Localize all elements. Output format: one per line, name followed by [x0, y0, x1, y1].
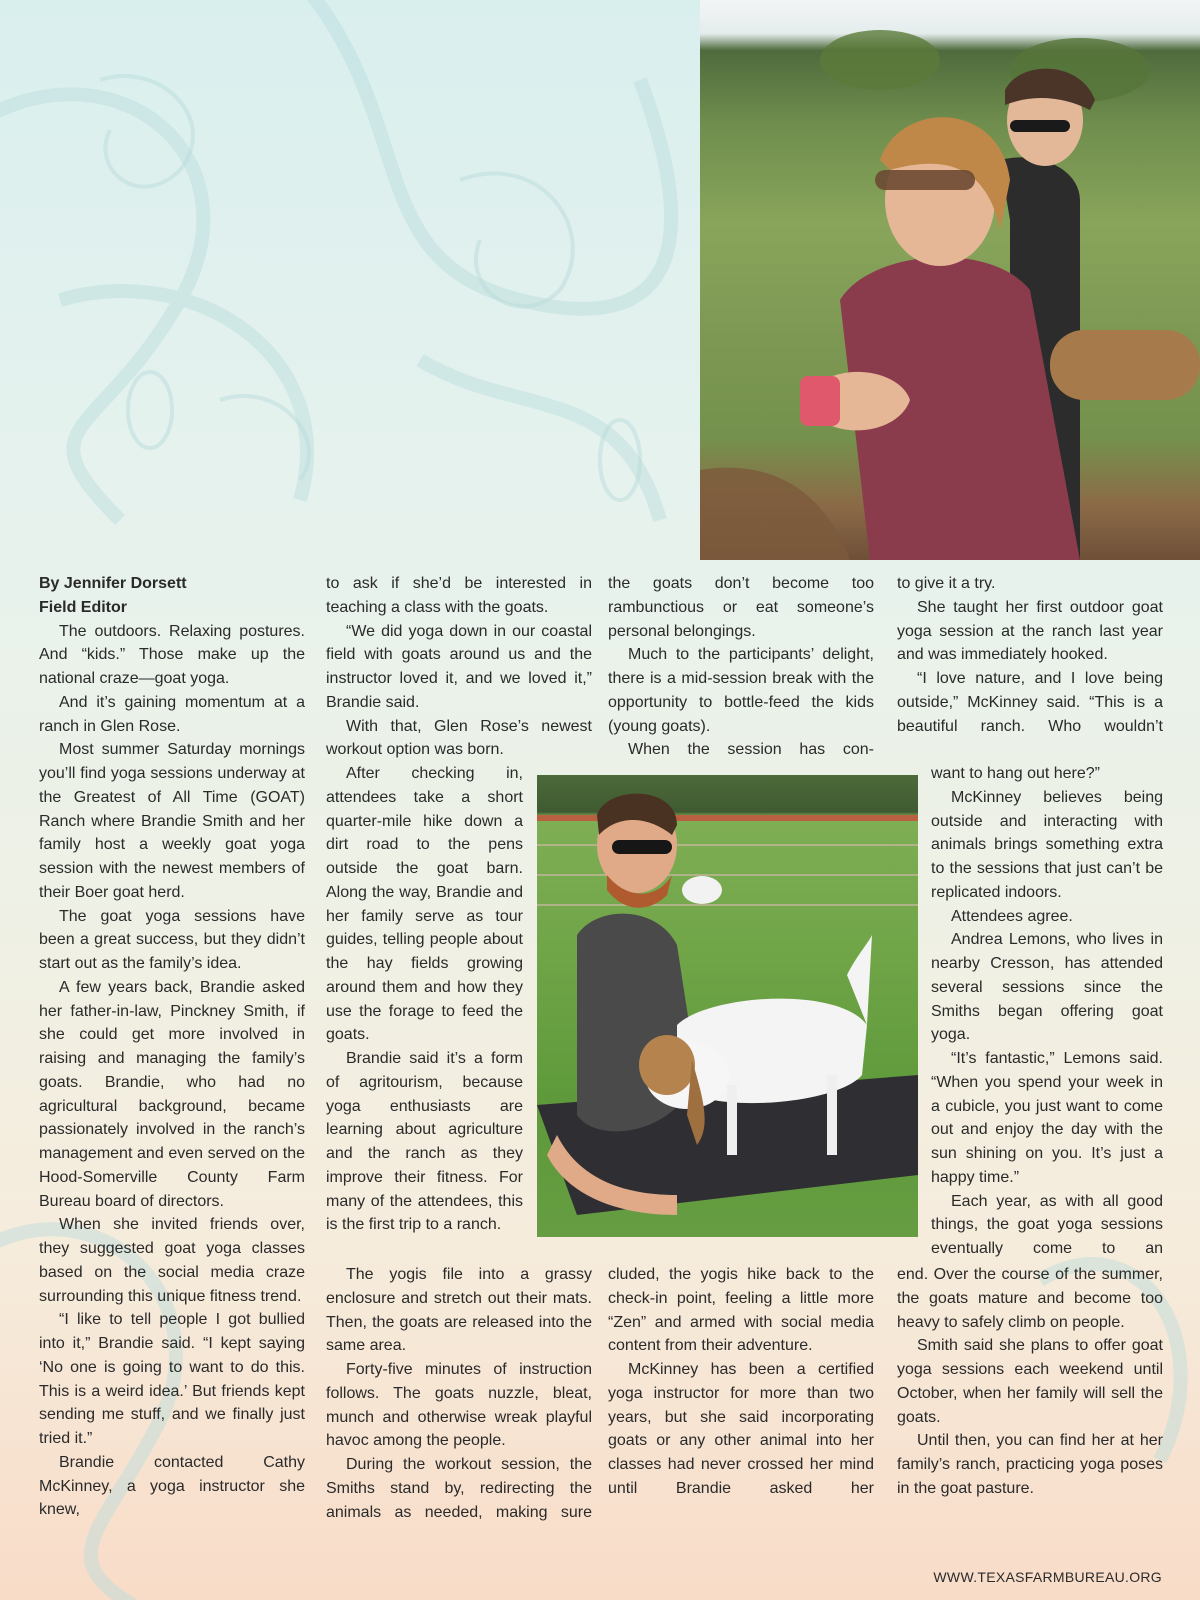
- paragraph: “I love nature, and I love being outside,” McKinney said. “This is a beautiful ranch. Who wouldn’t: [897, 670, 1163, 735]
- photo-yoga-instructor: [700, 0, 1200, 560]
- paragraph: Until then, you can find her at her family’s ranch, practicing yoga poses in the goat pasture.: [897, 1432, 1163, 1497]
- paragraph: A few years back, Brandie asked her father-in-law, Pinckney Smith, if she could get more involved in raising and managing the family’s goats. Brandie, who had no agricultural background, became passionately involved in the ranch’s management and even served on the Hood-Somerville County Farm Bureau board of directors.: [39, 978, 305, 1210]
- article-column-1: [39, 572, 305, 1522]
- paragraph: “We did yoga down in our coastal field with goats around us and the instructor loved it, and we loved it,” Brandie said.: [326, 622, 592, 711]
- article-column-2: [326, 572, 592, 1237]
- paragraph: When she invited friends over, they suggested goat yoga classes based on the social media craze surrounding this unique fitness trend.: [39, 1216, 305, 1305]
- paragraph: to give it a try.: [897, 575, 996, 592]
- article-column-4: [897, 572, 1163, 738]
- paragraph: “It’s fantastic,” Lemons said. “When you spend your week in a cubicle, you just want to come out and enjoy the day with the sun shining on you. It’s just a happy time.”: [931, 1050, 1163, 1186]
- paragraph: Andrea Lemons, who lives in nearby Cresson, has attended several sessions since the Smiths began offering goat yoga.: [931, 931, 1163, 1044]
- article-column-3: [608, 572, 874, 762]
- paragraph: to ask if she’d be interested in teaching a class with the goats.: [326, 575, 592, 616]
- article-column-3-continued: [608, 1263, 874, 1501]
- paragraph: Attendees agree.: [951, 907, 1073, 925]
- instructor-illustration: [700, 0, 1200, 560]
- paragraph: After checking in, attendees take a short quarter-mile hike down a dirt road to the pens outside the goat barn. Along the way, Brandie and her family serve as tour guides, telling people about the hay fields growing around them and how they use the forage to feed the goats.: [326, 765, 523, 1044]
- byline-author: By Jennifer Dorsett: [39, 575, 187, 592]
- text-wrap-around-photo: [326, 762, 592, 1237]
- paragraph: Smith said she plans to offer goat yoga sessions each weekend until October, when her family will sell the goats.: [897, 1337, 1163, 1426]
- paragraph: Much to the participants’ delight, there is a mid-session break with the opportunity to bottle-feed the kids (young goats).: [608, 646, 874, 735]
- paragraph: cluded, the yogis hike back to the check-in point, feeling a little more “Zen” and armed with social media content from their adventure.: [608, 1266, 874, 1355]
- article-column-4-wrap: [897, 762, 1163, 1261]
- paragraph: And it’s gaining momentum at a ranch in Glen Rose.: [39, 693, 305, 735]
- goat-yoga-illustration: [537, 775, 918, 1237]
- paragraph: want to hang out here?”: [931, 765, 1101, 782]
- paragraph: Forty-five minutes of instruction follows. The goats nuzzle, bleat, munch and otherwise wreak playful havoc among the people.: [326, 1361, 592, 1450]
- paragraph: During the workout session, the Smiths stand by, redirecting the animals as needed, making sure: [326, 1456, 592, 1521]
- article-column-2-continued: [326, 1263, 592, 1524]
- paragraph: the goats don’t become too rambunctious or eat someone’s personal belongings.: [608, 575, 874, 640]
- article-column-4-continued: [897, 1263, 1163, 1501]
- paragraph: The goat yoga sessions have been a great success, but they didn’t start out as the family’s idea.: [39, 907, 305, 972]
- paragraph: Most summer Saturday mornings you’ll find yoga sessions underway at the Greatest of All Time (GOAT) Ranch where Brandie Smith and her family host a weekly goat yoga session with the newest members of their Boer goat herd.: [39, 741, 305, 901]
- paragraph: McKinney has been a certified yoga instructor for more than two years, but she said incorporating goats or any other animal into her classes had never crossed her mind until Brandie asked her: [608, 1361, 874, 1497]
- paragraph: “I like to tell people I got bullied into it,” Brandie said. “I kept saying ‘No one is going to want to do this. This is a weird idea.’ But friends kept sending me stuff, and we finally just tried it.”: [39, 1311, 305, 1447]
- byline-role: Field Editor: [39, 598, 127, 616]
- paragraph: McKinney believes being outside and interacting with animals brings something extra to the sessions that just can’t be replicated indoors.: [931, 788, 1163, 901]
- paragraph: end. Over the course of the summer, the goats mature and become too heavy to safely climb on people.: [897, 1266, 1163, 1331]
- paragraph: She taught her first outdoor goat yoga session at the ranch last year and was immediately hooked.: [897, 598, 1163, 664]
- paragraph: The yogis file into a grassy enclosure and stretch out their mats. Then, the goats are released into the same area.: [326, 1266, 592, 1355]
- website-footer: WWW.TEXASFARMBUREAU.ORG: [933, 1569, 1162, 1585]
- paragraph: Brandie contacted Cathy McKinney, a yoga instructor she knew,: [39, 1453, 305, 1519]
- paragraph: Each year, as with all good things, the goat yoga sessions eventually come to an: [931, 1192, 1163, 1257]
- paragraph: With that, Glen Rose’s newest workout option was born.: [326, 717, 592, 759]
- paragraph: The outdoors. Relaxing postures. And “kids.” Those make up the national craze—goat yoga.: [39, 622, 305, 687]
- paragraph: Brandie said it’s a form of agritourism, because yoga enthusiasts are learning about agriculture and the ranch as they improve their fitness. For many of the attendees, this is the first trip to a ranch.: [326, 1050, 523, 1234]
- photo-goat-yoga: [537, 775, 918, 1237]
- paragraph: When the session has con-: [628, 741, 874, 759]
